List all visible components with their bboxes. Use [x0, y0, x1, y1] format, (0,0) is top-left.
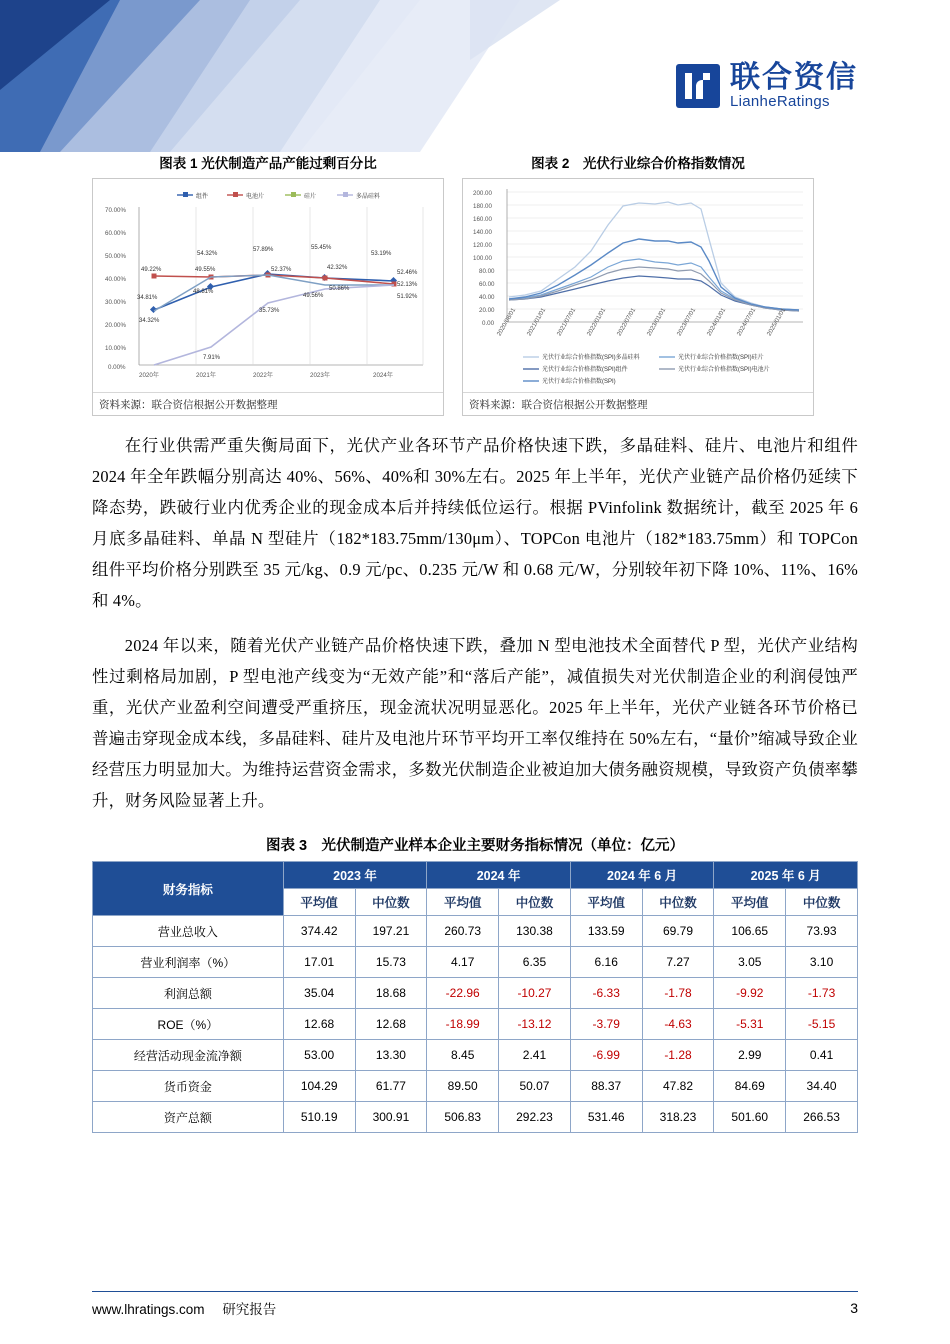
svg-text:光伏行业综合价格指数(SPI): 光伏行业综合价格指数(SPI) — [542, 379, 616, 385]
row-label: 货币资金 — [93, 1071, 284, 1102]
svg-text:51.92%: 51.92% — [397, 294, 418, 300]
figures-row — [92, 152, 858, 416]
figure-1-source: 资料来源：联合资信根据公开数据整理 — [93, 392, 443, 415]
cell: 318.23 — [642, 1102, 714, 1133]
cell: 88.37 — [570, 1071, 642, 1102]
cell: 2.41 — [499, 1040, 571, 1071]
table-row — [93, 1102, 858, 1133]
svg-text:2021/07/01: 2021/07/01 — [555, 306, 578, 338]
cell: 12.68 — [355, 1009, 427, 1040]
cell: 8.45 — [427, 1040, 499, 1071]
cell: 0.41 — [786, 1040, 858, 1071]
page-header-banner — [0, 0, 950, 152]
svg-text:2020/08/01: 2020/08/01 — [495, 306, 518, 338]
row-label: ROE（%） — [93, 1009, 284, 1040]
subheader-avg-1: 平均值 — [283, 889, 355, 916]
svg-text:53.19%: 53.19% — [371, 251, 392, 257]
svg-text:10.00%: 10.00% — [105, 345, 126, 352]
financial-indicators-table — [92, 861, 858, 1133]
svg-text:2024/01/01: 2024/01/01 — [705, 306, 728, 338]
cell: 15.73 — [355, 947, 427, 978]
page-footer — [92, 1291, 858, 1318]
cell: -9.92 — [714, 978, 786, 1009]
row-label: 资产总额 — [93, 1102, 284, 1133]
row-label: 营业总收入 — [93, 916, 284, 947]
svg-text:20.00: 20.00 — [479, 307, 495, 314]
svg-text:140.00: 140.00 — [473, 229, 492, 236]
svg-text:多晶硅料: 多晶硅料 — [356, 194, 381, 200]
svg-text:70.00%: 70.00% — [105, 207, 126, 214]
brand-logo — [676, 62, 858, 109]
cell: 106.65 — [714, 916, 786, 947]
cell: 130.38 — [499, 916, 571, 947]
cell: 47.82 — [642, 1071, 714, 1102]
cell: 13.30 — [355, 1040, 427, 1071]
svg-text:40.00: 40.00 — [479, 294, 495, 301]
row-label: 经营活动现金流净额 — [93, 1040, 284, 1071]
svg-text:52.37%: 52.37% — [271, 267, 292, 273]
table-row — [93, 978, 858, 1009]
cell: 2.99 — [714, 1040, 786, 1071]
table-row — [93, 1071, 858, 1102]
svg-text:34.81%: 34.81% — [137, 295, 158, 301]
figure-1-caption: 图表 1 光伏制造产品产能过剩百分比 — [159, 156, 377, 171]
svg-text:49.56%: 49.56% — [303, 293, 324, 299]
cell: 34.40 — [786, 1071, 858, 1102]
svg-text:40.00%: 40.00% — [105, 276, 126, 283]
cell: 17.01 — [283, 947, 355, 978]
paragraph-1: 在行业供需严重失衡局面下，光伏产业各环节产品价格快速下跌，多晶硅料、硅片、电池片和组件 2024 年全年跌幅分别高达 40%、56%、40%和 30%左右。2025 年上半年，光伏产业链产品价格仍延续下降态势，跌破行业内优秀企业的现金成本后并持续低位运行。根据 PVinfolink 数据统计，截至 2025 年 6 月底多晶硅料、单晶 N 型硅片（182*183.75mm/130μm）、TOPCon 电池片（182*183.75mm）和 TOPCon 组件平均价格分别跌至 35 元/kg、0.9 元/pc、0.235 元/W 和 0.68 元/W，分别较年初下降 10%、11%、16%和 4%。 — [92, 436, 858, 610]
subheader-med-2: 中位数 — [499, 889, 571, 916]
cell: -22.96 — [427, 978, 499, 1009]
table-header-main — [93, 862, 858, 889]
table-caption: 图表 3 光伏制造产业样本企业主要财务指标情况（单位：亿元） — [265, 838, 685, 854]
cell: 12.68 — [283, 1009, 355, 1040]
svg-text:49.55%: 49.55% — [195, 267, 216, 273]
cell: 69.79 — [642, 916, 714, 947]
cell: 6.16 — [570, 947, 642, 978]
svg-text:2023年: 2023年 — [310, 372, 330, 379]
cell: 84.69 — [714, 1071, 786, 1102]
subheader-med-4: 中位数 — [786, 889, 858, 916]
svg-text:2021/01/01: 2021/01/01 — [525, 306, 548, 338]
cell: 61.77 — [355, 1071, 427, 1102]
lianhe-logo-icon — [676, 64, 720, 108]
svg-text:0.00: 0.00 — [482, 320, 495, 327]
svg-text:2021年: 2021年 — [196, 372, 216, 379]
header-2024: 2024 年 — [427, 862, 571, 889]
cell: -6.99 — [570, 1040, 642, 1071]
svg-text:52.46%: 52.46% — [397, 270, 418, 276]
header-2025h1: 2025 年 6 月 — [714, 862, 858, 889]
cell: 133.59 — [570, 916, 642, 947]
cell: 266.53 — [786, 1102, 858, 1133]
svg-text:180.00: 180.00 — [473, 203, 492, 210]
figure-2 — [462, 152, 814, 416]
cell: -3.79 — [570, 1009, 642, 1040]
svg-text:54.32%: 54.32% — [197, 251, 218, 257]
cell: 531.46 — [570, 1102, 642, 1133]
cell: 506.83 — [427, 1102, 499, 1133]
cell: 292.23 — [499, 1102, 571, 1133]
svg-text:120.00: 120.00 — [473, 242, 492, 249]
cell: 89.50 — [427, 1071, 499, 1102]
brand-name-en: LianheRatings — [730, 92, 830, 110]
subheader-avg-4: 平均值 — [714, 889, 786, 916]
cell: 3.05 — [714, 947, 786, 978]
svg-text:200.00: 200.00 — [473, 190, 492, 197]
cell: -1.73 — [786, 978, 858, 1009]
cell: -13.12 — [499, 1009, 571, 1040]
svg-text:2024年: 2024年 — [373, 372, 393, 379]
subheader-med-3: 中位数 — [642, 889, 714, 916]
page-number: 3 — [850, 1300, 858, 1316]
svg-text:35.73%: 35.73% — [259, 308, 280, 314]
svg-text:电池片: 电池片 — [246, 194, 265, 200]
header-2024h1: 2024 年 6 月 — [570, 862, 714, 889]
svg-text:48.81%: 48.81% — [193, 289, 214, 295]
cell: 6.35 — [499, 947, 571, 978]
brand-name-cn: 联合资信 — [730, 61, 858, 94]
figure-2-caption: 图表 2 光伏行业综合价格指数情况 — [531, 156, 745, 171]
svg-text:2022/01/01: 2022/01/01 — [585, 306, 608, 338]
cell: 510.19 — [283, 1102, 355, 1133]
cell: -18.99 — [427, 1009, 499, 1040]
cell: -5.31 — [714, 1009, 786, 1040]
svg-text:2023/07/01: 2023/07/01 — [675, 306, 698, 338]
svg-text:50.00%: 50.00% — [105, 253, 126, 260]
svg-text:34.32%: 34.32% — [139, 318, 160, 324]
svg-text:光伏行业综合价格指数(SPI)硅片: 光伏行业综合价格指数(SPI)硅片 — [678, 355, 764, 361]
cell: -1.28 — [642, 1040, 714, 1071]
cell: -4.63 — [642, 1009, 714, 1040]
svg-text:60.00: 60.00 — [479, 281, 495, 288]
row-label: 利润总额 — [93, 978, 284, 1009]
cell: 3.10 — [786, 947, 858, 978]
svg-text:49.22%: 49.22% — [141, 267, 162, 273]
svg-text:2022/07/01: 2022/07/01 — [615, 306, 638, 338]
svg-text:80.00: 80.00 — [479, 268, 495, 275]
svg-text:50.86%: 50.86% — [329, 286, 350, 292]
cell: 53.00 — [283, 1040, 355, 1071]
figure-2-chart — [463, 179, 813, 393]
table-row — [93, 1009, 858, 1040]
cell: -10.27 — [499, 978, 571, 1009]
cell: 73.93 — [786, 916, 858, 947]
figure-1 — [92, 152, 444, 416]
cell: 50.07 — [499, 1071, 571, 1102]
subheader-med-1: 中位数 — [355, 889, 427, 916]
svg-text:20.00%: 20.00% — [105, 322, 126, 329]
header-2023: 2023 年 — [283, 862, 427, 889]
svg-text:57.89%: 57.89% — [253, 247, 274, 253]
cell: 35.04 — [283, 978, 355, 1009]
svg-text:160.00: 160.00 — [473, 216, 492, 223]
subheader-avg-3: 平均值 — [570, 889, 642, 916]
table-row — [93, 916, 858, 947]
svg-text:光伏行业综合价格指数(SPI)电池片: 光伏行业综合价格指数(SPI)电池片 — [678, 367, 770, 373]
cell: 300.91 — [355, 1102, 427, 1133]
svg-text:55.45%: 55.45% — [311, 245, 332, 251]
table-row — [93, 1040, 858, 1071]
cell: 197.21 — [355, 916, 427, 947]
svg-text:光伏行业综合价格指数(SPI)组件: 光伏行业综合价格指数(SPI)组件 — [542, 367, 628, 373]
svg-text:7.91%: 7.91% — [203, 355, 221, 361]
svg-text:52.13%: 52.13% — [397, 282, 418, 288]
svg-text:2020年: 2020年 — [139, 372, 159, 379]
cell: 374.42 — [283, 916, 355, 947]
cell: 501.60 — [714, 1102, 786, 1133]
svg-text:60.00%: 60.00% — [105, 230, 126, 237]
cell: 4.17 — [427, 947, 499, 978]
svg-text:2025/01/01: 2025/01/01 — [765, 306, 788, 338]
svg-text:100.00: 100.00 — [473, 255, 492, 262]
svg-text:2023/01/01: 2023/01/01 — [645, 306, 668, 338]
figure-2-source: 资料来源：联合资信根据公开数据整理 — [463, 392, 813, 415]
cell: -1.78 — [642, 978, 714, 1009]
cell: 7.27 — [642, 947, 714, 978]
cell: 104.29 — [283, 1071, 355, 1102]
svg-text:2022年: 2022年 — [253, 372, 273, 379]
svg-text:42.32%: 42.32% — [327, 265, 348, 271]
footer-divider — [92, 1291, 858, 1292]
svg-text:硅片: 硅片 — [304, 194, 317, 200]
footer-doc-type: 研究报告 — [222, 1302, 277, 1317]
row-label: 营业利润率（%） — [93, 947, 284, 978]
figure-1-chart — [93, 179, 443, 393]
header-metric: 财务指标 — [93, 862, 284, 916]
svg-text:组件: 组件 — [196, 194, 209, 200]
svg-text:2024/07/01: 2024/07/01 — [735, 306, 758, 338]
cell: 18.68 — [355, 978, 427, 1009]
table-row — [93, 947, 858, 978]
svg-text:光伏行业综合价格指数(SPI)多晶硅料: 光伏行业综合价格指数(SPI)多晶硅料 — [542, 355, 640, 361]
svg-text:30.00%: 30.00% — [105, 299, 126, 306]
footer-website[interactable]: www.lhratings.com — [92, 1302, 205, 1317]
subheader-avg-2: 平均值 — [427, 889, 499, 916]
cell: -6.33 — [570, 978, 642, 1009]
cell: -5.15 — [786, 1009, 858, 1040]
svg-text:0.00%: 0.00% — [108, 364, 126, 371]
paragraph-2: 2024 年以来，随着光伏产业链产品价格快速下跌，叠加 N 型电池技术全面替代 P 型，光伏产业结构性过剩格局加剧，P 型电池产线变为“无效产能”和“落后产能”，减值损失对光伏制造企业的利润侵蚀严重，光伏产业盈利空间遭受严重挤压，现金流状况明显恶化。2025 年上半年，光伏产业链各环节价格已普遍击穿现金成本线，多晶硅料、硅片及电池片环节平均开工率仅维持在 50%左右，“量价”缩减导致企业经营压力明显加大。为维持运营资金需求，多数光伏制造企业被迫加大债务融资规模，导致资产负债率攀升，财务风险显著上升。 — [92, 636, 858, 810]
cell: 260.73 — [427, 916, 499, 947]
